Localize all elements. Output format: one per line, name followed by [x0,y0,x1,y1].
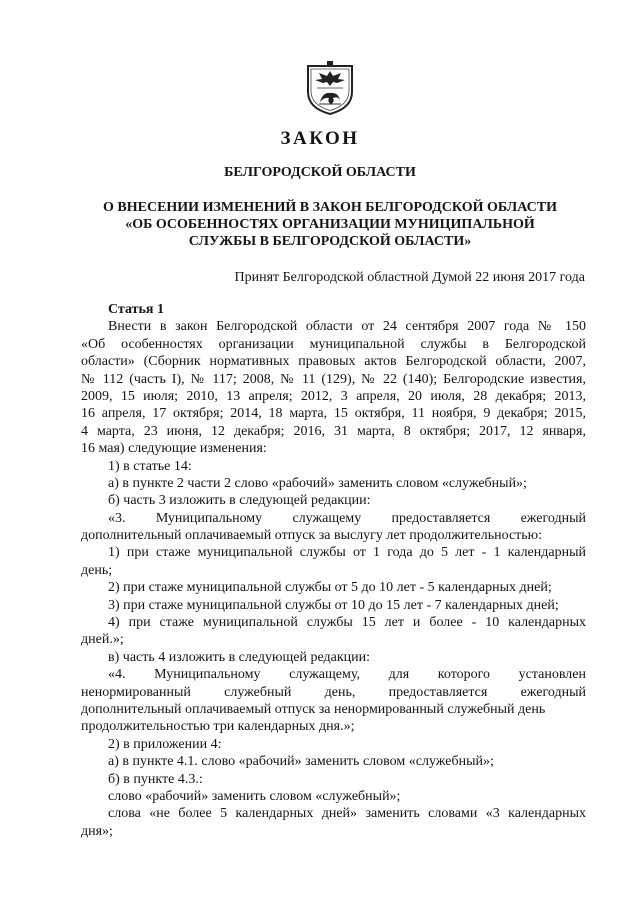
text-line: 2009, 15 июля; 2010, 13 апреля; 2012, 3 апреля, 20 июля, 28 декабря; 2013, [81,388,586,404]
coat-of-arms-icon [305,58,355,116]
text-line: в) часть 4 изложить в следующей редакции: [108,649,371,665]
text-line: 16 мая) следующие изменения: [81,441,267,457]
text-line: а) в пункте 4.1. слово «рабочий» заменить словом «служебный»; [108,754,494,770]
text-line: день; [81,562,113,578]
text-line: 2) в приложении 4: [108,736,222,752]
text-line: слово «рабочий» заменить словом «служебный»; [108,788,401,804]
text-line: 1) при стаже муниципальной службы от 1 года до 5 лет - 1 календарный [108,545,586,561]
law-heading [40,199,620,250]
text-line: 4) при стаже муниципальной службы 15 лет и более - 10 календарных [108,615,586,631]
article-body [81,301,586,840]
text-line: 2) при стаже муниципальной службы от 5 до 10 лет - 5 календарных дней; [108,580,552,596]
text-line: б) в пункте 4.3.: [108,771,203,787]
document-region: БЕЛГОРОДСКОЙ ОБЛАСТИ [224,165,416,180]
text-line: «4. Муниципальному служащему, для которого установлен [108,667,586,683]
heading-line: «ОБ ОСОБЕННОСТЯХ ОРГАНИЗАЦИИ МУНИЦИПАЛЬНОЙ [125,217,535,232]
text-line: б) часть 3 изложить в следующей редакции: [108,493,371,509]
text-line: № 112 (часть I), № 117; 2008, № 11 (129), № 22 (140); Белгородские известия, [81,371,586,387]
heading-line: СЛУЖБЫ В БЕЛГОРОДСКОЙ ОБЛАСТИ» [188,234,472,249]
text-line: «3. Муниципальному служащему предоставляется ежегодный [108,510,586,526]
text-line: Внести в закон Белгородской области от 24 сентября 2007 года № 150 [108,319,586,335]
text-line: 3) при стаже муниципальной службы от 10 до 15 лет - 7 календарных дней; [108,597,559,613]
article-title: Статья 1 [108,302,164,317]
text-line: 1) в статье 14: [108,458,192,474]
text-line: а) в пункте 2 части 2 слово «рабочий» заменить словом «служебный»; [108,475,527,491]
text-line: дней.»; [81,632,124,648]
adoption-note: Принят Белгородской областной Думой 22 июня 2017 года [234,270,585,285]
text-line: продолжительностью три календарных дня.»; [81,719,355,735]
text-line: дополнительный оплачиваемый отпуск за ненормированный служебный день [81,701,546,717]
text-line: области» (Сборник нормативных правовых актов Белгородской области, 2007, [81,354,586,370]
text-line: «Об особенностях организации муниципальной службы в Белгородской [81,336,586,352]
text-line: ненормированный служебный день, предоставляется ежегодный [81,684,586,700]
document-title: ЗАКОН [280,128,360,149]
text-line: 16 апреля, 17 октября; 2014, 18 марта, 15 октября, 11 ноября, 9 декабря; 2015, [81,406,586,422]
text-line: дня»; [81,823,113,839]
text-line: 4 марта, 23 июня, 12 декабря; 2016, 31 марта, 8 октября; 2017, 12 января, [81,423,586,439]
text-line: слова «не более 5 календарных дней» заменить словами «3 календарных [108,806,586,822]
heading-line: О ВНЕСЕНИИ ИЗМЕНЕНИЙ В ЗАКОН БЕЛГОРОДСКОЙ ОБЛАСТИ [103,200,557,215]
text-line: дополнительный оплачиваемый отпуск за выслугу лет продолжительностью: [81,528,543,544]
